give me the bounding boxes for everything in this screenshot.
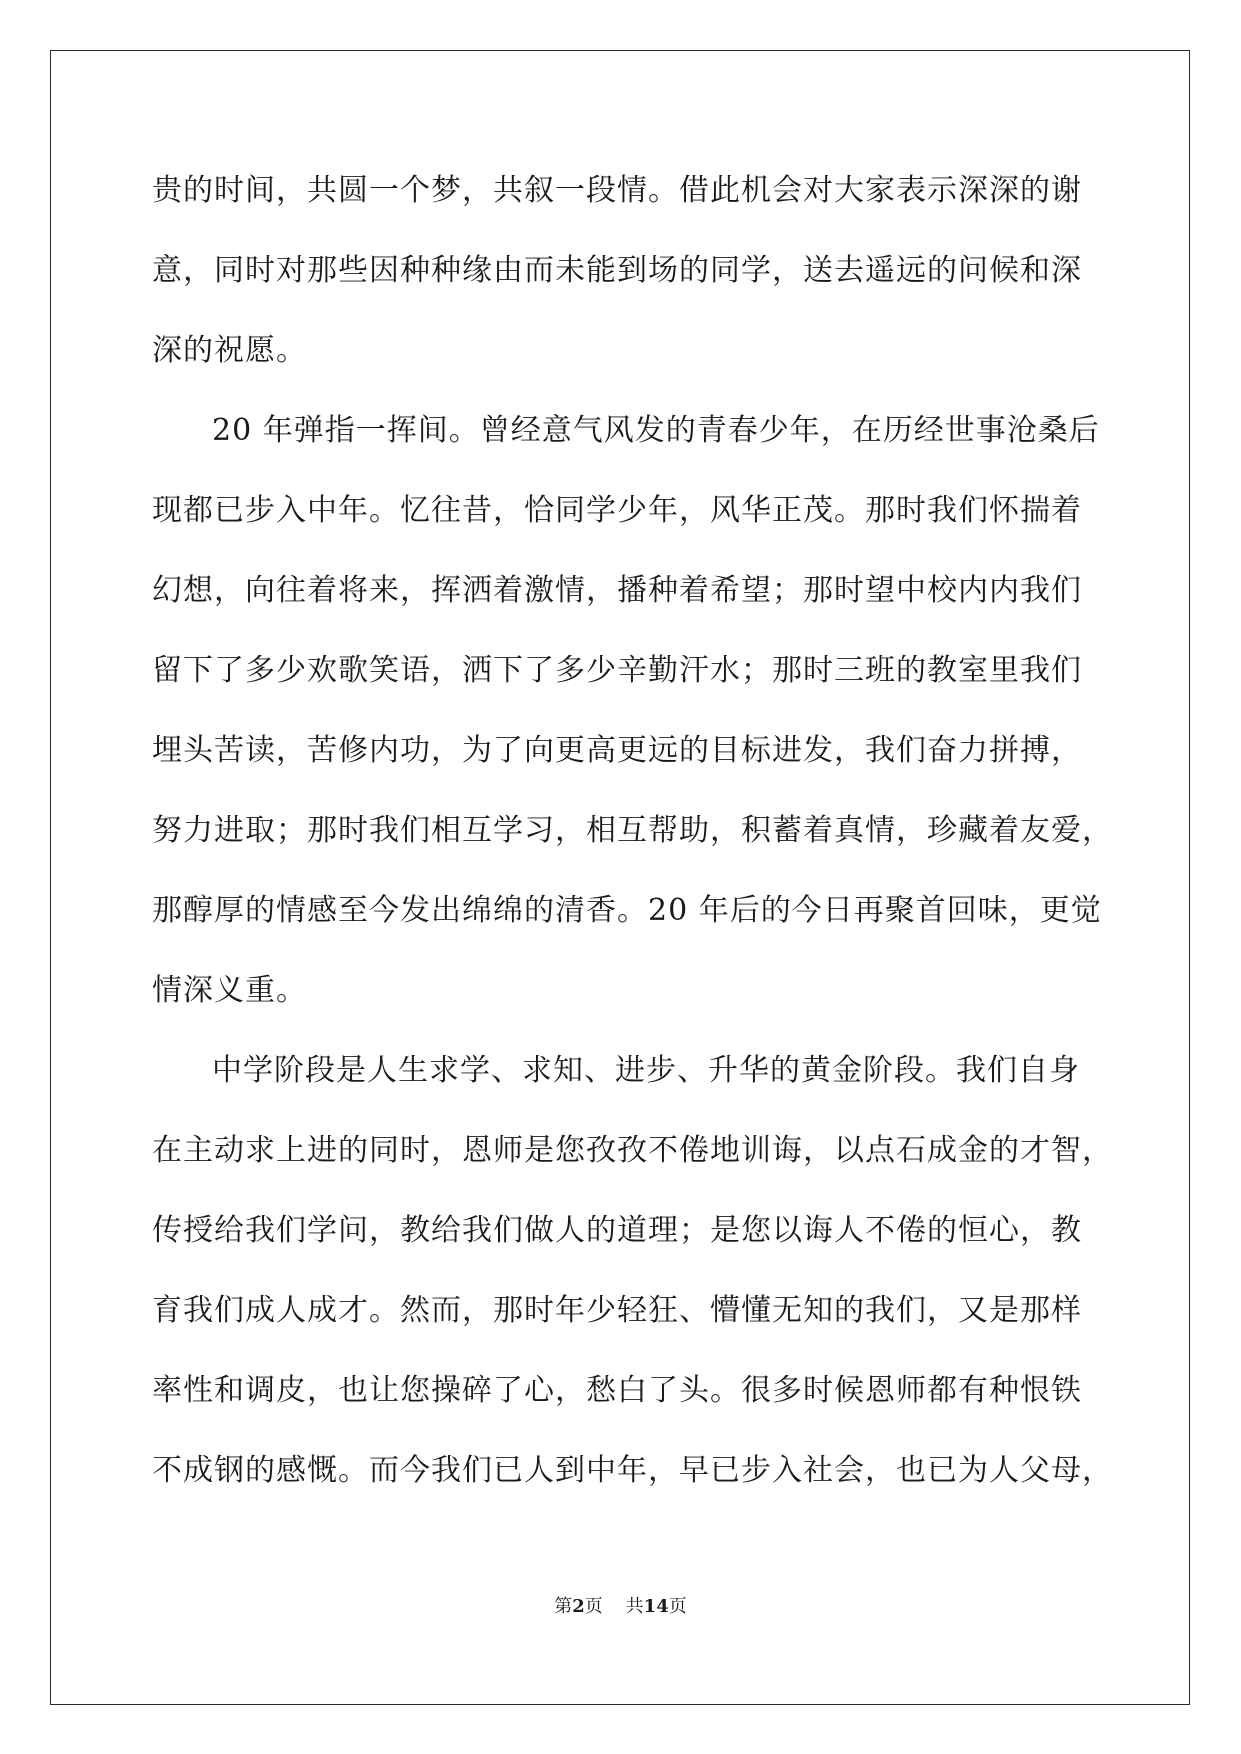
text-line: 努力进取；那时我们相互学习，相互帮助，积蓄着真情，珍藏着友爱， [152, 813, 1113, 848]
paragraph-start-line: 中学阶段是人生求学、求知、进步、升华的黄金阶段。我们自身 [212, 1053, 1080, 1088]
total-suffix: 页 [668, 1596, 687, 1617]
text-line: 意，同时对那些因种种缘由而未能到场的同学，送去遥远的问候和深 [152, 253, 1082, 288]
document-body [152, 151, 1112, 1511]
text-line: 深的祝愿。 [152, 333, 307, 368]
text-line: 留下了多少欢歌笑语，洒下了多少辛勤汗水；那时三班的教室里我们 [152, 653, 1082, 688]
text-line: 传授给我们学问，教给我们做人的道理；是您以诲人不倦的恒心，教 [152, 1213, 1082, 1248]
total-prefix: 共 [625, 1596, 644, 1617]
paragraph-start-line: 20 年弹指一挥间。曾经意气风发的青春少年，在历经世事沧桑后 [212, 413, 1100, 448]
text-line: 埋头苦读，苦修内功，为了向更高更远的目标进发，我们奋力拼搏， [152, 733, 1082, 768]
text-line: 在主动求上进的同时，恩师是您孜孜不倦地训诲，以点石成金的才智， [152, 1133, 1113, 1168]
text-line: 现都已步入中年。忆往昔，恰同学少年，风华正茂。那时我们怀揣着 [152, 493, 1082, 528]
page-suffix: 页 [584, 1596, 603, 1617]
text-line: 育我们成人成才。然而，那时年少轻狂、懵懂无知的我们，又是那样 [152, 1293, 1082, 1328]
text-line: 幻想，向往着将来，挥洒着激情，播种着希望；那时望中校内内我们 [152, 573, 1082, 608]
text-line: 率性和调皮，也让您操碎了心，愁白了头。很多时候恩师都有种恨铁 [152, 1373, 1082, 1408]
total-pages: 14 [643, 1596, 669, 1617]
text-line: 贵的时间，共圆一个梦，共叙一段情。借此机会对大家表示深深的谢 [152, 173, 1082, 208]
page-number: 2 [572, 1596, 585, 1617]
text-line: 那醇厚的情感至今发出绵绵的清香。20 年后的今日再聚首回味，更觉 [152, 893, 1102, 928]
text-line: 情深义重。 [152, 973, 307, 1008]
page-prefix: 第 [554, 1596, 573, 1617]
text-line: 不成钢的感慨。而今我们已人到中年，早已步入社会，也已为人父母， [152, 1453, 1113, 1488]
page-footer [0, 1592, 1241, 1618]
